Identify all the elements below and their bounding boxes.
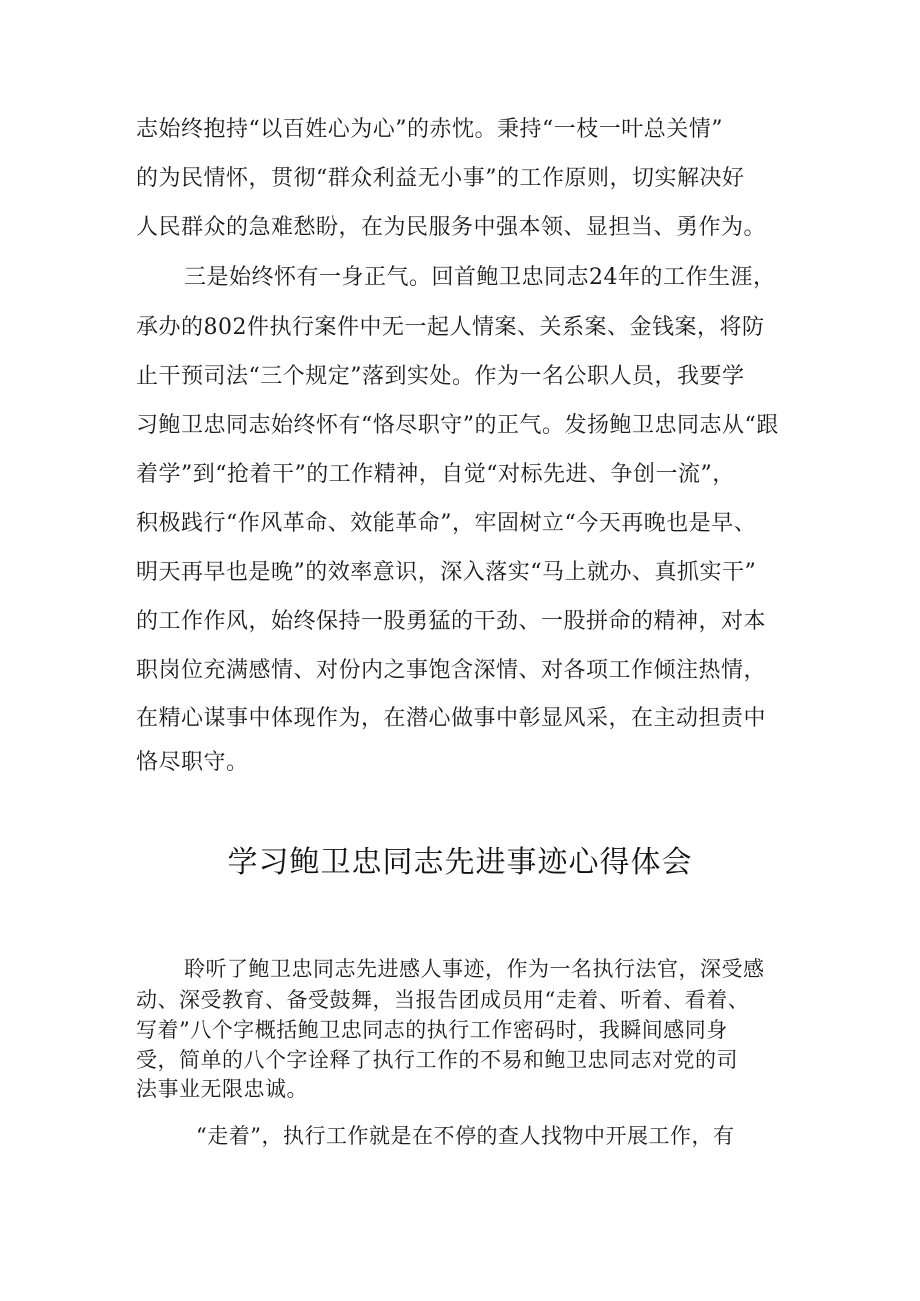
paragraph-line: 志始终抱持“以百姓心为心”的赤忱。秉持“一枝一叶总关情”	[136, 117, 723, 142]
paragraph-line: 三是始终怀有一身正气。回首鲍卫忠同志24年的工作生涯，	[184, 265, 776, 290]
paragraph-line: 写着”八个字概括鲍卫忠同志的执行工作密码时，我瞬间感同身	[136, 1018, 728, 1042]
paragraph-line: 聆听了鲍卫忠同志先进感人事迹，作为一名执行法官，深受感	[184, 957, 765, 981]
paragraph-line: 的为民情怀，贯彻“群众利益无小事”的工作原则，切实解决好	[136, 166, 745, 191]
paragraph-line: 明天再早也是晚”的效率意识，深入落实“马上就办、真抓实干”	[136, 560, 757, 585]
paragraph-line: 受，简单的八个字诠释了执行工作的不易和鲍卫忠同志对党的司	[136, 1048, 738, 1072]
paragraph-line: 恪尽职守。	[136, 750, 249, 775]
paragraph-line: 在精心谋事中体现作为，在潜心做事中彰显风采，在主动担责中	[136, 706, 767, 731]
paragraph-line: 动、深受教育、备受鼓舞，当报告团成员用“走着、听着、看着、	[136, 988, 750, 1012]
paragraph-line: 习鲍卫忠同志始终怀有“恪尽职守”的正气。发扬鲍卫忠同志从“跟	[136, 413, 779, 438]
paragraph-line: 人民群众的急难愁盼，在为民服务中强本领、显担当、勇作为。	[136, 215, 767, 240]
paragraph-line: 止干预司法“三个规定”落到实处。作为一名公职人员，我要学	[136, 364, 745, 389]
paragraph-line: “走着”，执行工作就是在不停的查人找物中开展工作，有	[196, 1124, 735, 1148]
article-title: 学习鲍卫忠同志先进事迹心得体会	[227, 845, 693, 880]
paragraph-line: 着学”到“抢着干”的工作精神，自觉“对标先进、争创一流”，	[136, 462, 735, 487]
paragraph-line: 积极践行“作风革命、效能革命”，牢固树立“今天再晚也是早、	[136, 511, 757, 536]
paragraph-line: 承办的802件执行案件中无一起人情案、关系案、金钱案，将防	[136, 315, 765, 340]
paragraph-line: 的工作作风，始终保持一股勇猛的干劲、一股拼命的精神，对本	[136, 609, 767, 634]
paragraph-line: 职岗位充满感情、对份内之事饱含深情、对各项工作倾注热情，	[136, 658, 767, 683]
paragraph-line: 法事业无限忠诚。	[136, 1077, 308, 1101]
